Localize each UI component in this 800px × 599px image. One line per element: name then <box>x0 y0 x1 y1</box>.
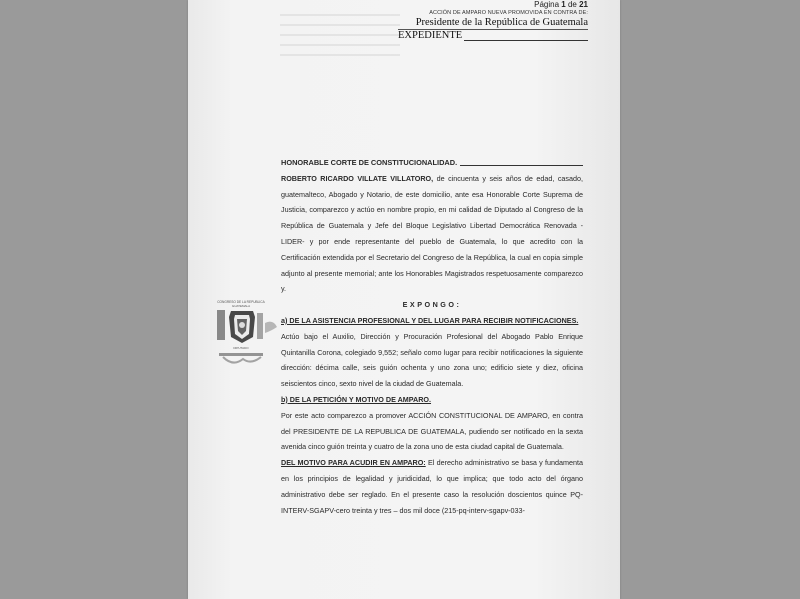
intro-text: de cincuenta y seis años de edad, casado, guatemalteco, Abogado y Notario, de este domicilio, ante esa Honorable Corte Suprema de Justicia, comparezco y actúo en nombre propio, en mi calidad de Diputado al Congreso de la República de Guatemala y Jefe del Bloque Legislativo Libertad Democrática Renovada -LIDER- y por ende representante del pueblo de Guatemala, lo que acredito con la Certificación extendida por el Secretario del Congreso de la República, la cual en copia simple adjunto al presente memorial; ante los Honorables Magistrados respetuosamente comparezco y. <box>281 173 584 294</box>
page-number: 1 <box>561 0 566 9</box>
page-indicator <box>398 0 588 9</box>
section-b-heading: b) DE LA PETICIÓN Y MOTIVO DE AMPARO. <box>281 394 432 404</box>
page-prefix: Página <box>534 0 560 9</box>
motivo-heading: DEL MOTIVO PARA ACUDIR EN AMPARO: <box>281 458 426 468</box>
svg-text:GUATEMALA: GUATEMALA <box>231 304 251 308</box>
header-addressee: Presidente de la República de Guatemala <box>398 17 588 30</box>
intro-paragraph <box>281 171 583 297</box>
court-title-text: HONORABLE CORTE DE CONSTITUCIONALIDAD. <box>281 158 458 167</box>
svg-text:DIPUTADO: DIPUTADO <box>233 346 249 350</box>
court-title <box>281 155 583 171</box>
document-body <box>281 155 583 518</box>
expediente-field <box>398 30 588 41</box>
section-a-heading: a) DE LA ASISTENCIA PROFESIONAL Y DEL LUGAR PARA RECIBIR NOTIFICACIONES. <box>281 315 579 325</box>
motivo-paragraph <box>281 455 583 518</box>
expediente-blank-line <box>464 31 588 41</box>
expediente-label: EXPEDIENTE <box>398 30 463 41</box>
faded-imprint <box>280 14 400 60</box>
expongo-heading: EXPONGO: <box>402 300 462 310</box>
header-caption: ACCIÓN DE AMPARO NUEVA PROMOVIDA EN CONTRA DE: <box>429 10 588 16</box>
page-of: de <box>567 0 577 9</box>
section-b-paragraph: Por este acto comparezco a promover ACCIÓN CONSTITUCIONAL DE AMPARO, en contra del PRESIDENTE DE LA REPUBLICA DE GUATEMALA, pudiendo ser notificado en la sexta avenida cinco guión treinta y cuatro de la zona uno de esta ciudad capital de Guatemala. <box>281 410 583 452</box>
petitioner-name: ROBERTO RICARDO VILLATE VILLATORO, <box>281 173 434 183</box>
section-a-paragraph: Actúo bajo el Auxilio, Dirección y Procuración Profesional del Abogado Pablo Enrique Quintanilla Corona, colegiado 9,552; señalo como lugar para recibir notificaciones la siguiente dirección: décima calle, seis guión ochenta y uno zona uno; edificio siete y diez, oficina seiscientos cinco, sexto nivel de la ciudad de Guatemala. <box>281 331 583 389</box>
court-title-line <box>460 159 583 166</box>
svg-text:CONGRESO DE LA REPUBLICA: CONGRESO DE LA REPUBLICA <box>217 300 265 304</box>
page-header <box>398 0 588 41</box>
motivo-text: El derecho administrativo se basa y fundamenta en los principios de legalidad y juridicidad, lo que implica; que todo acto del órgano administrativo debe ser reglado. En el presente caso la resolución doscientos quince PQ-INTERV-SGAPV-cero treinta y tres – dos mil doce (215-pq-interv-sgapv-033- <box>281 458 583 515</box>
official-seal-stamp <box>213 297 279 369</box>
page-total: 21 <box>579 0 588 9</box>
